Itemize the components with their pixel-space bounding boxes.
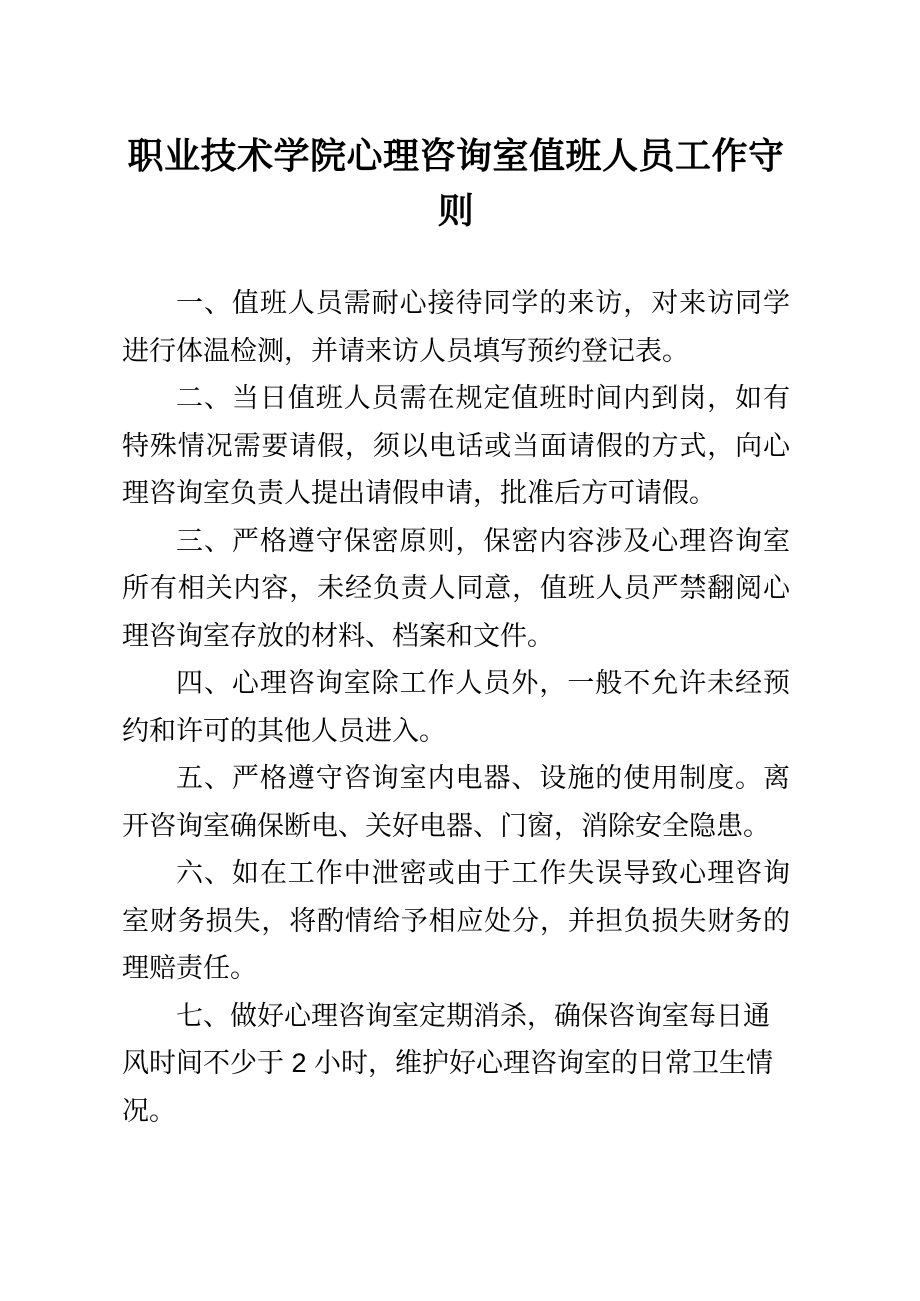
regulation-item-5: 五、严格遵守咨询室内电器、设施的使用制度。离开咨询室确保断电、关好电器、门窗，消除安全隐患。 [122, 763, 790, 841]
page-title: 职业技术学院心理咨询室值班人员工作守则 [127, 135, 785, 231]
regulation-item-6: 六、如在工作中泄密或由于工作失误导致心理咨询室财务损失，将酌情给予相应处分，并担负损失财务的理赔责任。 [122, 858, 790, 983]
regulation-item-4: 四、心理咨询室除工作人员外，一般不允许未经预约和许可的其他人员进入。 [122, 668, 790, 746]
regulation-item-7: 七、做好心理咨询室定期消杀，确保咨询室每日通风时间不少于 2 小时，维护好心理咨询室的日常卫生情况。 [122, 1000, 774, 1126]
regulation-item-2: 二、当日值班人员需在规定值班时间内到岗，如有特殊情况需要请假，须以电话或当面请假的方式，向心理咨询室负责人提出请假申请，批准后方可请假。 [122, 383, 790, 508]
document-content [122, 0, 790, 1135]
regulation-item-1: 一、值班人员需耐心接待同学的来访，对来访同学进行体温检测，并请来访人员填写预约登记表。 [122, 288, 790, 366]
regulation-item-3: 三、严格遵守保密原则，保密内容涉及心理咨询室所有相关内容，未经负责人同意，值班人员严禁翻阅心理咨询室存放的材料、档案和文件。 [122, 525, 790, 651]
regulations-list [122, 280, 790, 1135]
